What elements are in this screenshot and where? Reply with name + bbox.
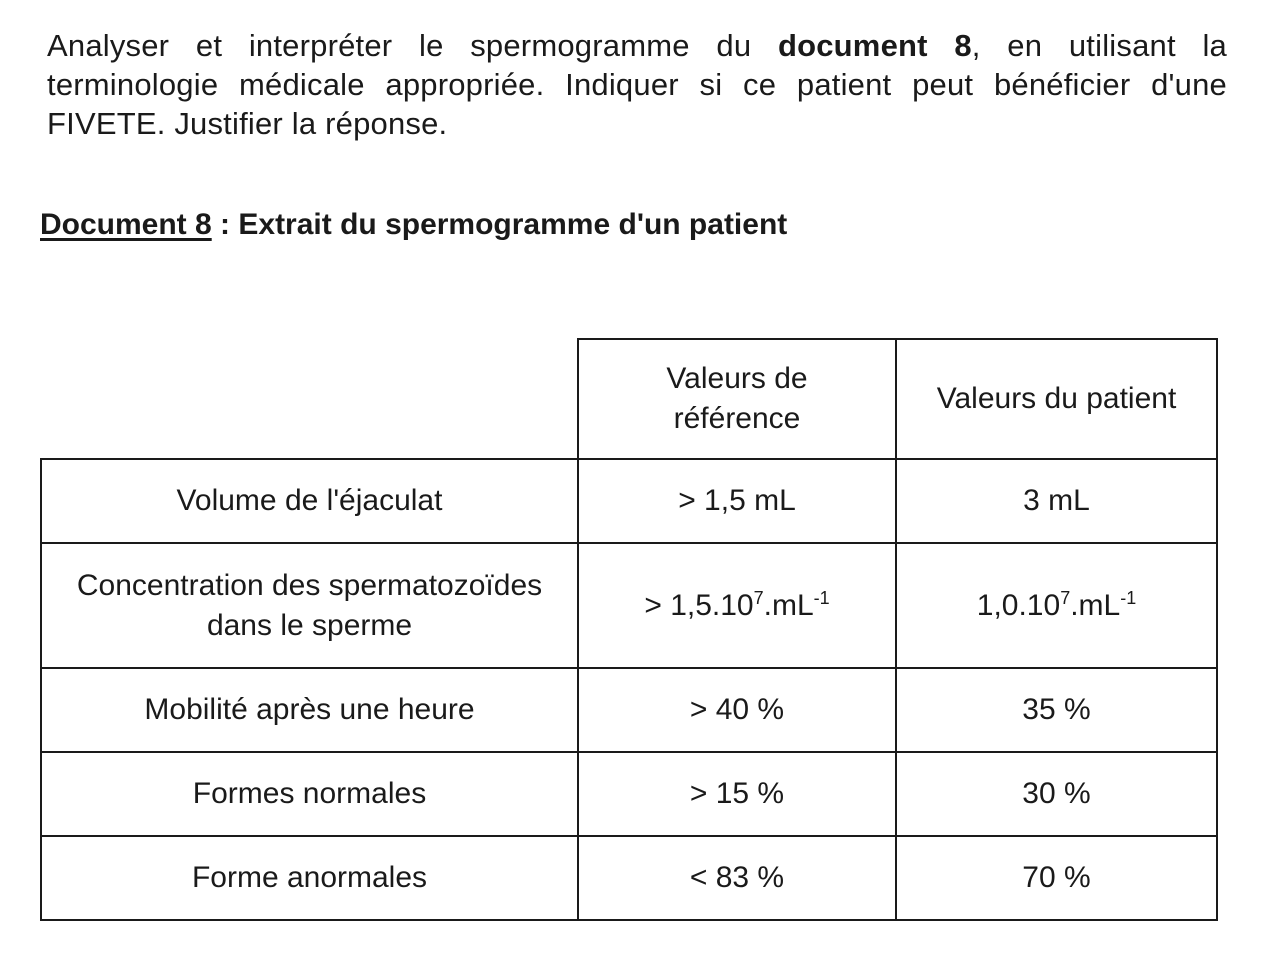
reference-value: > 1,5 mL — [578, 459, 896, 543]
table-row — [41, 459, 1217, 543]
patient-unit-exponent: -1 — [1120, 587, 1137, 608]
row-label: Concentration des spermatozoïdes dans le sperme — [41, 543, 578, 668]
row-label: Formes normales — [41, 752, 578, 836]
table-row — [41, 752, 1217, 836]
patient-base: 1,0.10 — [976, 588, 1061, 622]
table-row — [41, 543, 1217, 668]
patient-value: 70 % — [896, 836, 1217, 920]
patient-value — [896, 543, 1217, 668]
document-separator: : — [211, 208, 239, 241]
reference-value: < 83 % — [578, 836, 896, 920]
reference-value: > 15 % — [578, 752, 896, 836]
table-header-row — [41, 339, 1217, 459]
header-reference: Valeurs de référence — [578, 339, 896, 459]
question-part2: , en utilisant la terminologie médicale appropriée. Indiquer si ce patient peut bénéficier d'une FIVETE. Justifier la réponse. — [47, 28, 1227, 141]
reference-base: > 1,5.10 — [644, 588, 754, 622]
reference-value: > 40 % — [578, 668, 896, 752]
patient-exponent: 7 — [1060, 587, 1071, 608]
document-title — [40, 208, 787, 242]
patient-value: 35 % — [896, 668, 1217, 752]
table-row — [41, 668, 1217, 752]
reference-value — [578, 543, 896, 668]
reference-exponent: 7 — [753, 587, 764, 608]
patient-value: 30 % — [896, 752, 1217, 836]
spermogram-table — [40, 338, 1218, 921]
reference-unit: .mL — [763, 588, 814, 622]
document-title-text: Extrait du spermogramme d'un patient — [238, 208, 788, 241]
question-bold-ref: document 8 — [777, 28, 972, 63]
row-label: Forme anormales — [41, 836, 578, 920]
empty-header-cell — [41, 339, 578, 459]
patient-unit: .mL — [1070, 588, 1121, 622]
table-row — [41, 836, 1217, 920]
patient-value: 3 mL — [896, 459, 1217, 543]
question-text — [47, 26, 1227, 143]
document-ref: Document 8 — [40, 208, 212, 241]
header-patient: Valeurs du patient — [896, 339, 1217, 459]
row-label: Mobilité après une heure — [41, 668, 578, 752]
reference-unit-exponent: -1 — [813, 587, 830, 608]
row-label: Volume de l'éjaculat — [41, 459, 578, 543]
question-part1: Analyser et interpréter le spermogramme du — [47, 28, 778, 63]
